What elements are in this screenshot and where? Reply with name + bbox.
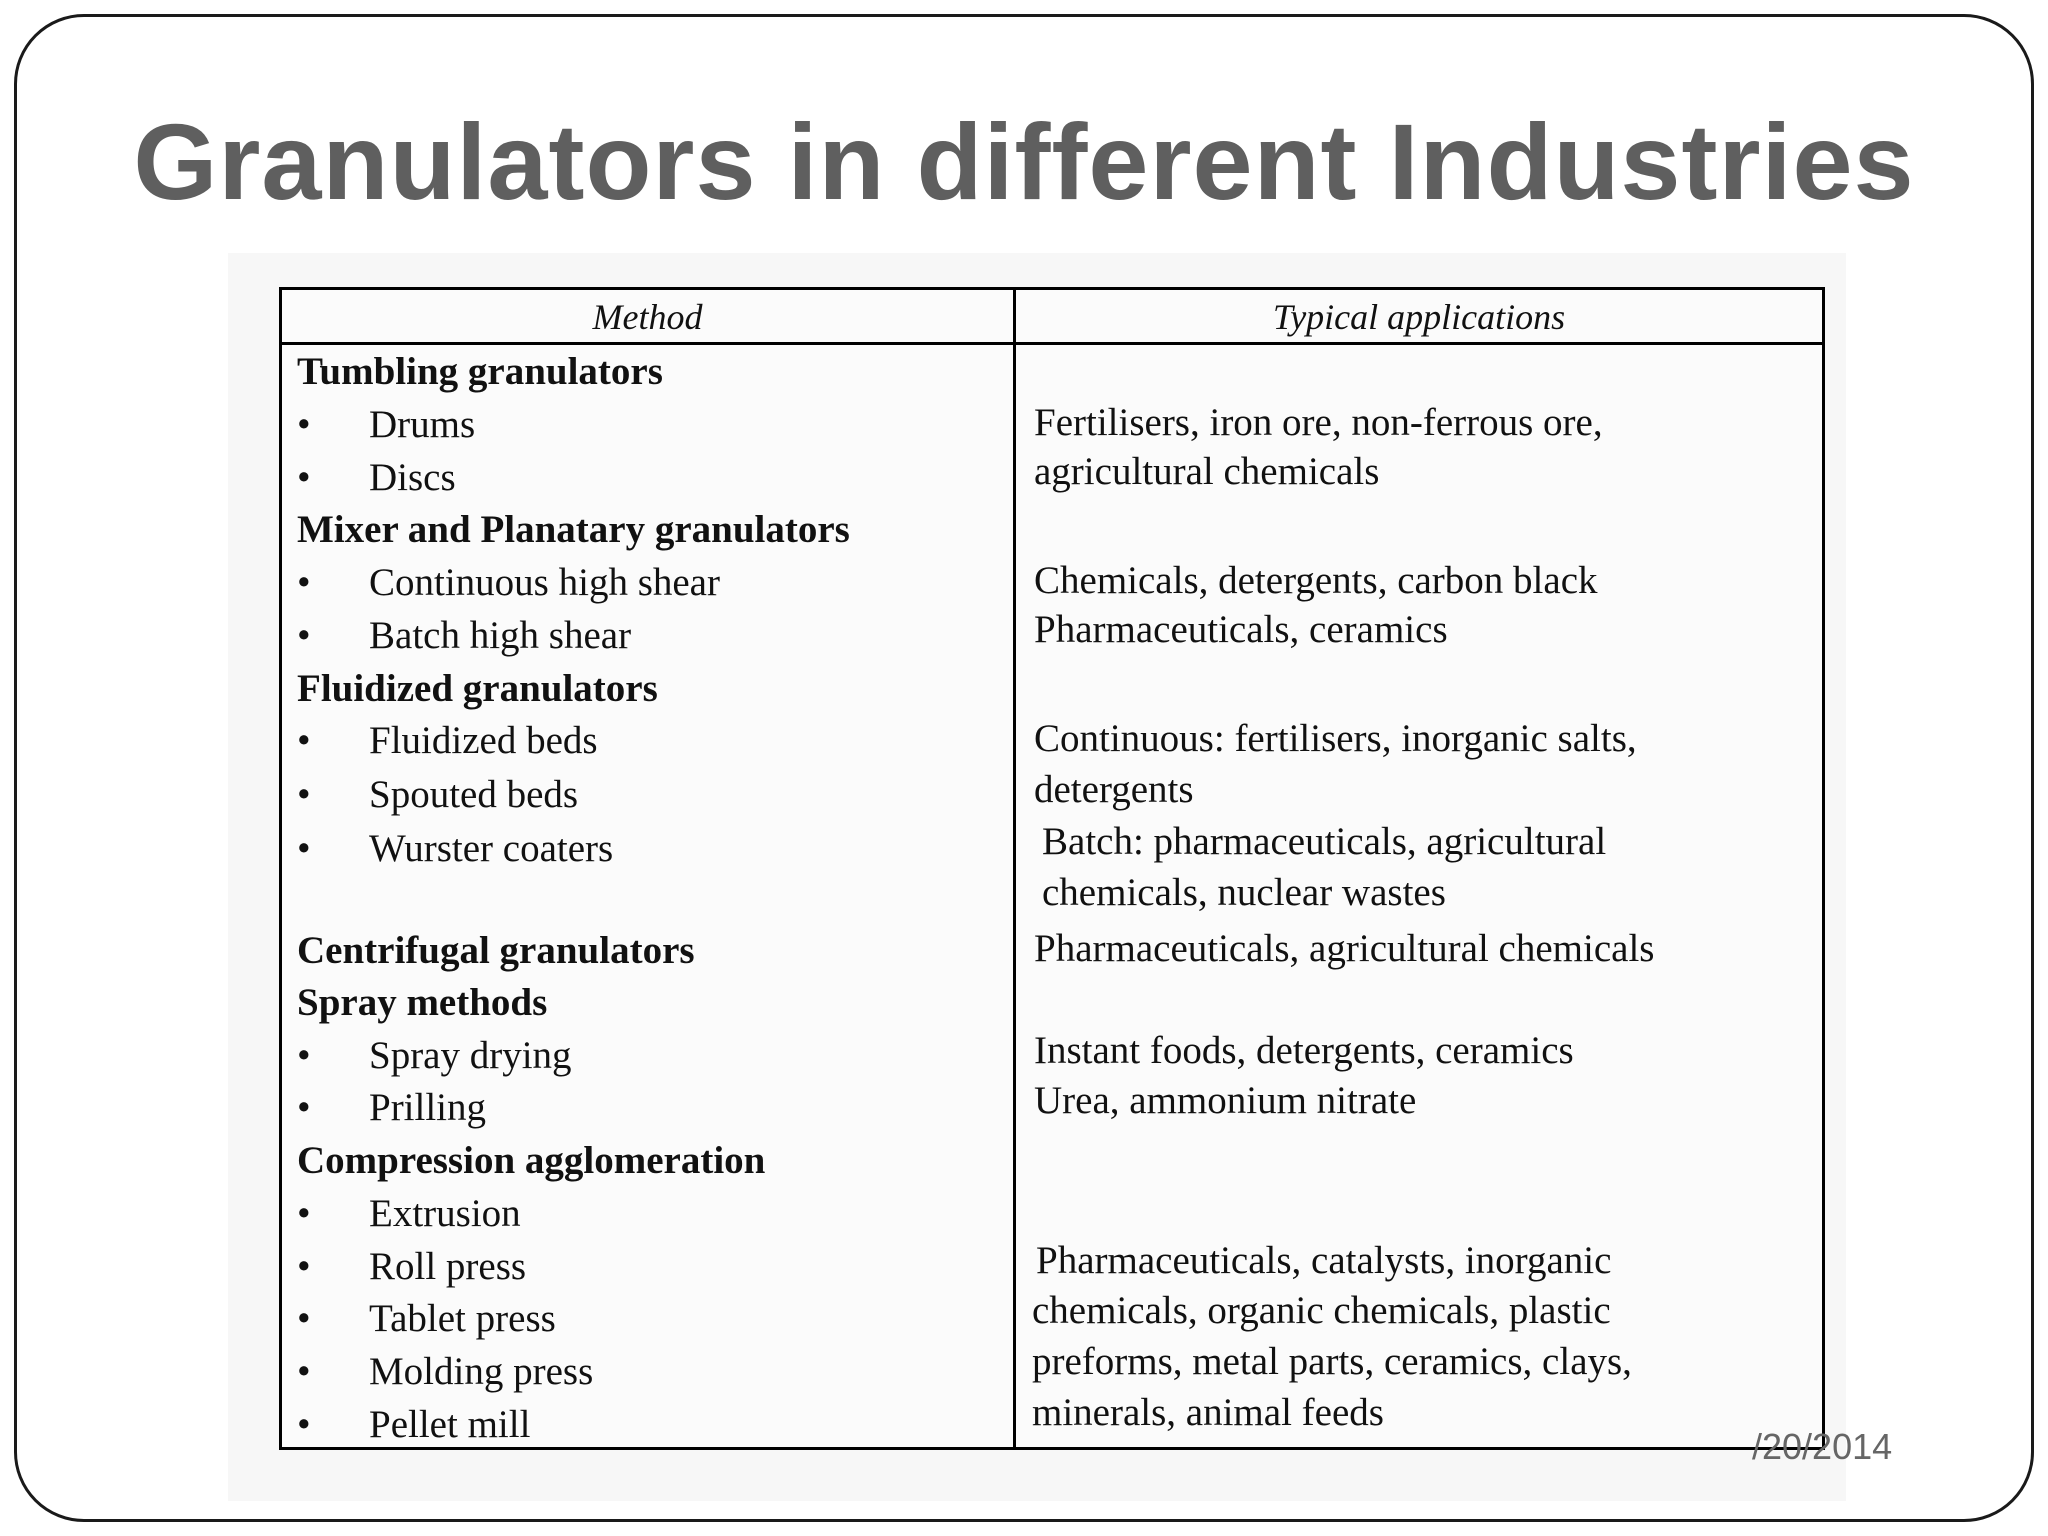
slide-title: Granulators in different Industries bbox=[133, 101, 1915, 222]
method-item: • Discs bbox=[297, 456, 456, 499]
application-text: agricultural chemicals bbox=[1034, 450, 1380, 493]
method-item: • Continuous high shear bbox=[297, 561, 720, 604]
method-item: • Tablet press bbox=[297, 1297, 556, 1340]
header-method: Method bbox=[592, 297, 703, 337]
application-text: Continuous: fertilisers, inorganic salts, bbox=[1034, 717, 1637, 760]
method-category: Fluidized granulators bbox=[297, 667, 658, 710]
method-item: • Spray drying bbox=[297, 1034, 572, 1077]
method-item: • Batch high shear bbox=[297, 614, 632, 657]
column-divider bbox=[1013, 290, 1016, 1447]
header-rule bbox=[282, 342, 1822, 345]
method-category: Spray methods bbox=[297, 981, 548, 1024]
method-category: Centrifugal granulators bbox=[297, 929, 695, 972]
application-text: Instant foods, detergents, ceramics bbox=[1034, 1029, 1574, 1072]
header-applications: Typical applications bbox=[1272, 297, 1566, 337]
application-text: Fertilisers, iron ore, non-ferrous ore, bbox=[1034, 401, 1603, 444]
method-item: • Molding press bbox=[297, 1350, 594, 1393]
method-item: • Prilling bbox=[297, 1086, 487, 1129]
application-text: Batch: pharmaceuticals, agricultural bbox=[1042, 820, 1607, 863]
method-item: • Fluidized beds bbox=[297, 719, 598, 762]
method-item: • Pellet mill bbox=[297, 1403, 531, 1446]
application-text: chemicals, nuclear wastes bbox=[1042, 871, 1446, 914]
method-item: • Drums bbox=[297, 403, 476, 446]
slide-date: /20/2014 bbox=[1752, 1426, 1893, 1467]
method-category: Mixer and Planatary granulators bbox=[297, 508, 850, 551]
method-category: Compression agglomeration bbox=[297, 1139, 766, 1182]
method-item: • Spouted beds bbox=[297, 773, 579, 816]
method-item: • Roll press bbox=[297, 1245, 527, 1288]
application-text: preforms, metal parts, ceramics, clays, bbox=[1032, 1340, 1632, 1383]
method-category: Tumbling granulators bbox=[297, 350, 663, 393]
application-text: Pharmaceuticals, catalysts, inorganic bbox=[1036, 1239, 1612, 1282]
application-text: Urea, ammonium nitrate bbox=[1034, 1079, 1417, 1122]
application-text: minerals, animal feeds bbox=[1032, 1391, 1384, 1434]
application-text: Pharmaceuticals, ceramics bbox=[1034, 608, 1448, 651]
method-item: • Extrusion bbox=[297, 1192, 521, 1235]
application-text: detergents bbox=[1034, 768, 1194, 811]
application-text: Chemicals, detergents, carbon black bbox=[1034, 559, 1598, 602]
application-text: Pharmaceuticals, agricultural chemicals bbox=[1034, 927, 1655, 970]
application-text: chemicals, organic chemicals, plastic bbox=[1032, 1289, 1611, 1332]
method-item: • Wurster coaters bbox=[297, 827, 614, 870]
granulator-table bbox=[279, 287, 1825, 1450]
